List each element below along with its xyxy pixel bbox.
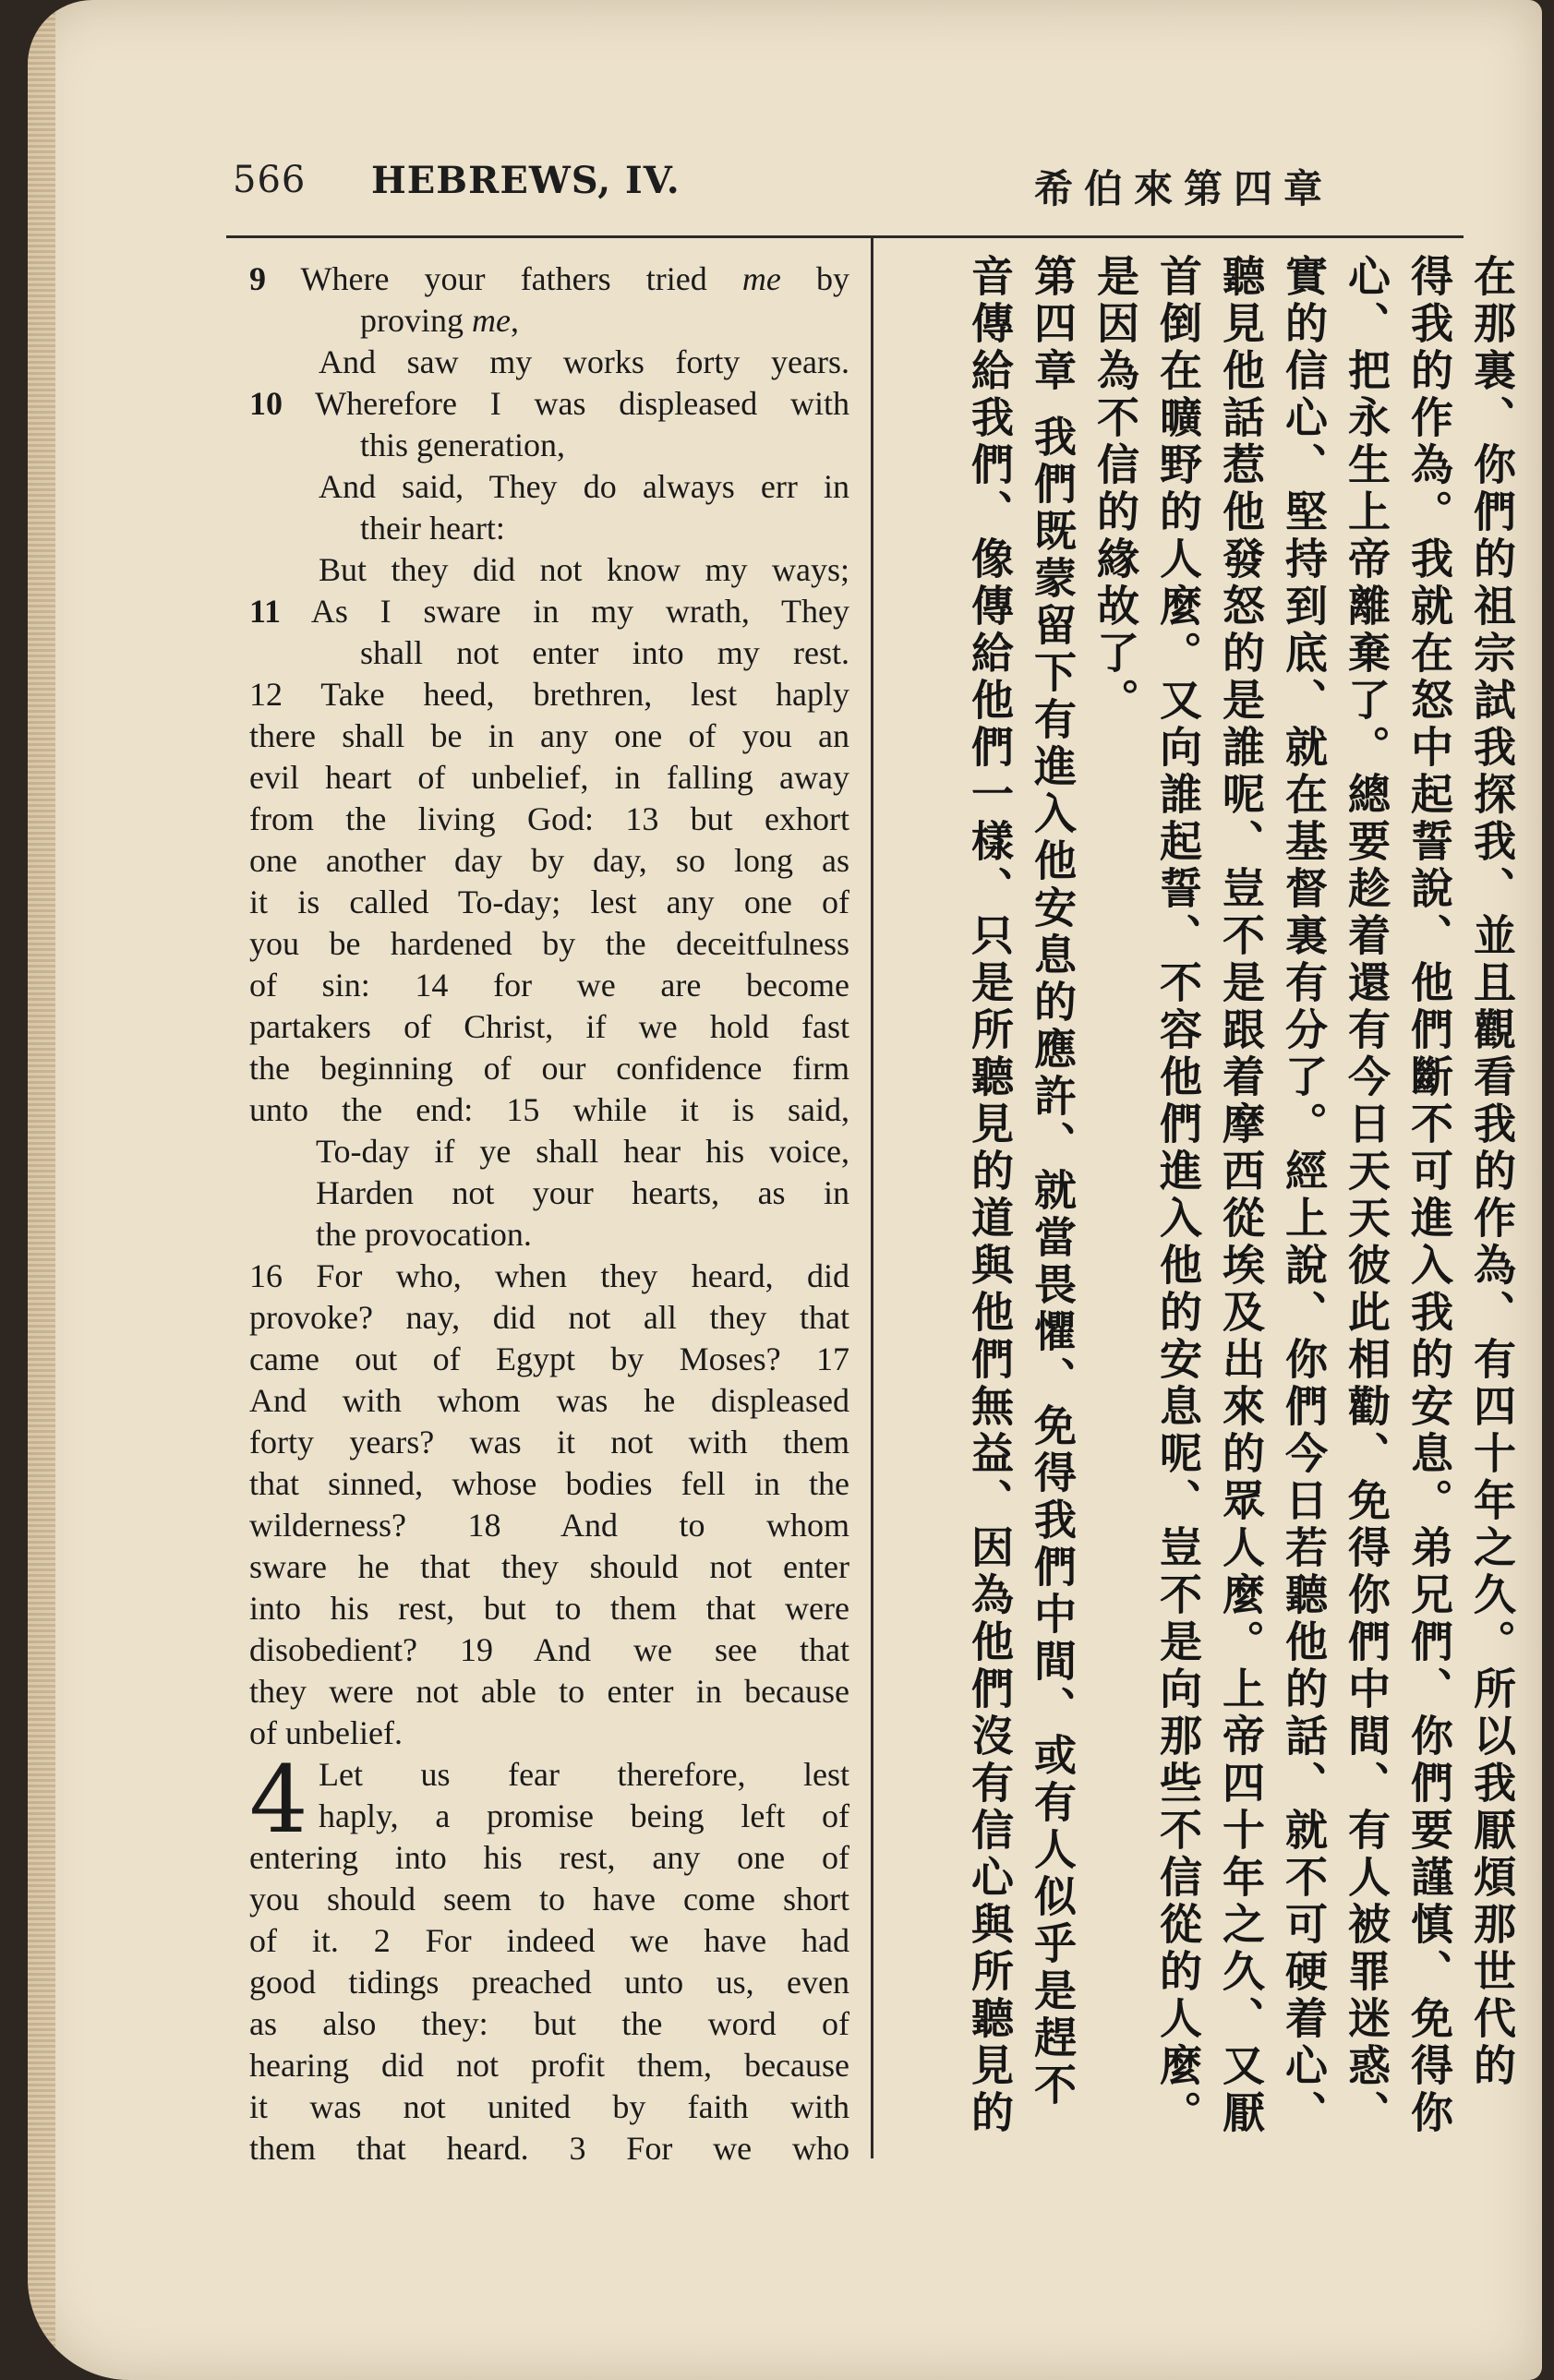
text-line: 16 For who, when they heard, did [249, 1257, 849, 1294]
page-header [28, 159, 1542, 233]
column-divider [871, 238, 873, 2158]
text-line: one another day by day, so long as [249, 842, 849, 879]
chapter-number: 4 [249, 1746, 308, 1854]
text-line: this generation, [360, 427, 565, 463]
line-text: , [510, 302, 519, 339]
text-line: of unbelief. [249, 1714, 403, 1751]
italic-word: me [472, 302, 511, 339]
chinese-line: 第四章 我們既蒙留下有進入他安息的應許、就當畏懼、免得我們中間、或有人似乎是趕不 [1028, 254, 1078, 2110]
chinese-line: 得我的作為。我就在怒中起誓說、他們斷不可進入我的安息。弟兄們、你們要謹慎、免得你 [1404, 254, 1454, 2137]
header-rule [226, 235, 1464, 238]
text-line: into his rest, but to them that were [249, 1590, 849, 1627]
text-line: you should seem to have come short [249, 1881, 849, 1917]
verse-number: 10 [249, 385, 283, 422]
english-column [249, 258, 849, 2170]
text-line: wilderness? 18 And to whom [249, 1507, 849, 1544]
running-title: HEBREWS, IV. [371, 159, 681, 202]
text-line: shall not enter into my rest. [360, 634, 849, 671]
line-text: As I sware in my wrath, They [310, 593, 849, 630]
text-line: of sin: 14 for we are become [249, 967, 849, 1004]
text-line: good tidings preached unto us, even [249, 1964, 849, 2001]
text-line: Let us fear therefore, lest [319, 1756, 849, 1793]
text-line: as also they: but the word of [249, 2005, 849, 2042]
text-line: it is called To-day; lest any one of [249, 883, 849, 920]
text-line: of it. 2 For indeed we have had [249, 1922, 849, 1959]
text-line: they were not able to enter in because [249, 1673, 849, 1710]
text-line: forty years? was it not with them [249, 1424, 849, 1460]
line-text: proving [360, 302, 472, 339]
chinese-column [891, 254, 1519, 2156]
text-line: And said, They do always err in [319, 468, 849, 505]
chinese-line: 實的信心、堅持到底、就在基督裏有分了。經上說、你們今日若聽他的話、就不可硬着心、 [1279, 254, 1329, 2137]
text-line: sware he that they should not enter [249, 1548, 849, 1585]
text-line: evil heart of unbelief, in falling away [249, 759, 849, 796]
chinese-line: 是因為不信的緣故了。 [1090, 254, 1140, 725]
verse-number: 11 [249, 593, 282, 630]
text-line: unto the end: 15 while it is said, [249, 1091, 849, 1128]
text-line: And with whom was he displeased [249, 1382, 849, 1419]
text-line: provoke? nay, did not all they that [249, 1299, 849, 1336]
text-line: came out of Egypt by Moses? 17 [249, 1340, 849, 1377]
page-number: 566 [233, 159, 307, 201]
text-line: But they did not know my ways; [319, 551, 849, 588]
text-line: To-day if ye shall hear his voice, [316, 1133, 849, 1170]
text-line: them that heard. 3 For we who [249, 2130, 849, 2167]
text-line: it was not united by faith with [249, 2088, 849, 2125]
text-line [249, 300, 849, 342]
text-line: partakers of Christ, if we hold fast [249, 1008, 849, 1045]
text-line: hearing did not profit them, because [249, 2047, 849, 2084]
text-line: disobedient? 19 And we see that [249, 1631, 849, 1668]
text-line: the provocation. [316, 1216, 532, 1253]
text-line: entering into his rest, any one of [249, 1839, 849, 1876]
line-text: by [780, 260, 850, 297]
chinese-running-title: 希伯來第四章 [1034, 166, 1334, 211]
text-line [249, 591, 849, 632]
text-line: 12 Take heed, brethren, lest haply [249, 676, 849, 713]
chinese-line: 在那裏、你們的祖宗試我探我、並且觀看我的作為、有四十年之久。所以我厭煩那世代的 [1467, 254, 1517, 2090]
page-edge [28, 0, 55, 2380]
text-line: And saw my works forty years. [319, 343, 849, 380]
text-line: from the living God: 13 but exhort [249, 800, 849, 837]
chinese-line: 心、把永生上帝離棄了。總要趁着還有今日天天彼此相勸、免得你們中間、有人被罪迷惑、 [1342, 254, 1391, 2137]
text-line: Harden not your hearts, as in [316, 1174, 849, 1211]
line-text: Where your fathers tried [300, 260, 742, 297]
chinese-line: 音傳給我們、像傳給他們一樣、只是所聽見的道與他們無益、因為他們沒有信心與所聽見的 [965, 254, 1015, 2137]
line-text: Wherefore I was displeased with [315, 385, 849, 422]
verse-number: 9 [249, 260, 266, 297]
text-line: you be hardened by the deceitfulness [249, 925, 849, 962]
chinese-line: 聽見他話惹他發怒的是誰呢、豈不是跟着摩西從埃及出來的眾人麼。上帝四十年之久、又厭 [1216, 254, 1266, 2137]
book-page [28, 0, 1542, 2380]
chapter-opening [249, 1746, 849, 1854]
text-line: the beginning of our confidence firm [249, 1050, 849, 1087]
text-line: that sinned, whose bodies fell in the [249, 1465, 849, 1502]
text-line [249, 383, 849, 425]
text-line: their heart: [360, 510, 505, 547]
chinese-line: 首倒在曠野的人麼。又向誰起誓、不容他們進入他的安息呢、豈不是向那些不信從的人麼。 [1153, 254, 1203, 2137]
text-line: there shall be in any one of you an [249, 717, 849, 754]
italic-word: me [741, 260, 781, 297]
text-line: haply, a promise being left of [319, 1797, 849, 1834]
text-line [249, 258, 849, 300]
